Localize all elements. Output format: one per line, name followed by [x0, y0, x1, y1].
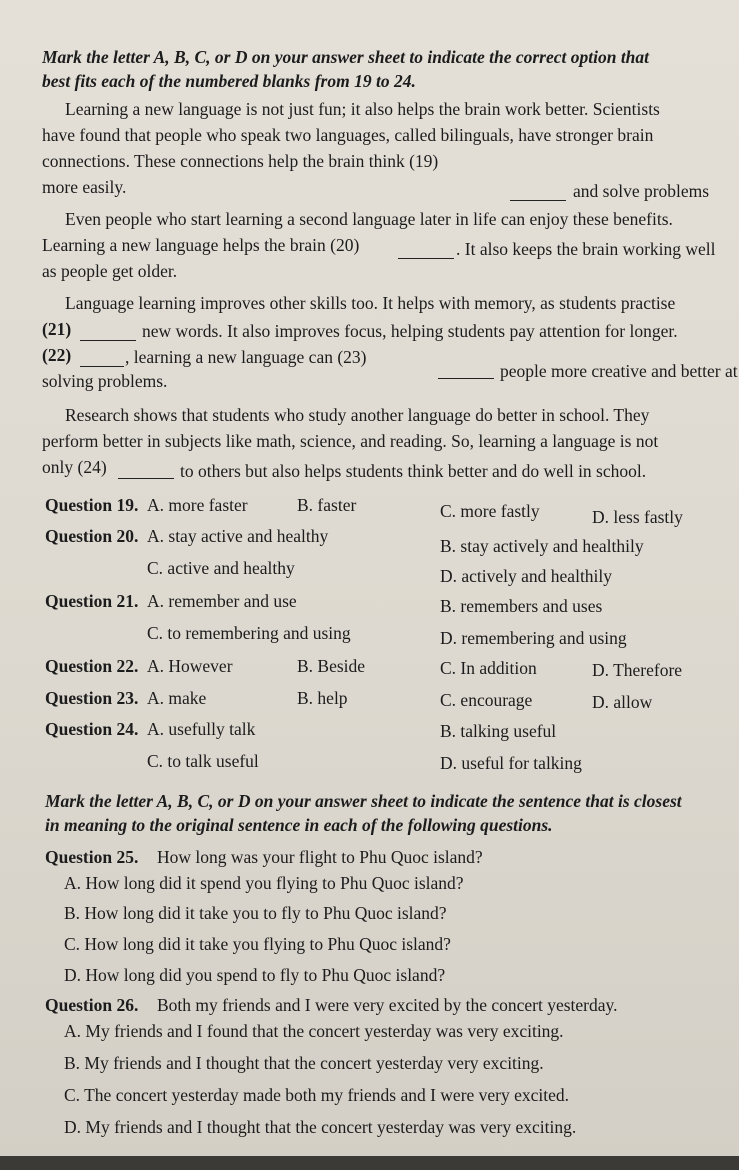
option-d[interactable]: D. actively and healthily: [440, 566, 613, 586]
option-a[interactable]: A. make: [147, 688, 207, 708]
option-a[interactable]: A. However: [147, 656, 233, 676]
blank-23: [438, 364, 494, 379]
passage-line: Even people who start learning a second language later in life can enjoy these benefits.: [65, 209, 673, 229]
option-a[interactable]: A. usefully talk: [147, 719, 256, 739]
option-d[interactable]: D. useful for talking: [440, 753, 582, 773]
passage-line: connections. These connections help the brain think (19): [42, 151, 439, 171]
option-c[interactable]: C. In addition: [440, 658, 537, 678]
blank-21: [80, 326, 136, 341]
question-label: Question 19.: [45, 495, 139, 515]
passage-num: (22): [42, 345, 72, 365]
option-d[interactable]: D. remembering and using: [440, 628, 627, 648]
question-stem: How long was your flight to Phu Quoc island?: [157, 847, 483, 867]
passage-line: have found that people who speak two languages, called bilinguals, have stronger brain: [42, 125, 654, 145]
option-b[interactable]: B. talking useful: [440, 721, 557, 741]
option-a[interactable]: A. more faster: [147, 495, 248, 515]
passage-line: and solve problems: [573, 181, 710, 201]
option-b[interactable]: B. help: [297, 688, 348, 708]
option-c[interactable]: C. The concert yesterday made both my friends and I were very excited.: [64, 1085, 570, 1105]
question-label: Question 21.: [45, 591, 139, 611]
blank-24: [118, 464, 174, 479]
passage-line: Research shows that students who study another language do better in school. They: [65, 405, 650, 425]
question-stem: Both my friends and I were very excited by the concert yesterday.: [157, 995, 618, 1015]
option-b[interactable]: B. Beside: [297, 656, 366, 676]
option-b[interactable]: B. stay actively and healthily: [440, 536, 644, 556]
option-a[interactable]: A. My friends and I found that the concert yesterday was very exciting.: [64, 1021, 564, 1041]
option-d[interactable]: D. less fastly: [592, 507, 683, 527]
passage-line: solving problems.: [42, 371, 168, 391]
cloze-instruction-line2: best fits each of the numbered blanks from 19 to 24.: [42, 71, 416, 91]
option-c[interactable]: C. to remembering and using: [147, 623, 351, 643]
option-a[interactable]: A. stay active and healthy: [147, 526, 329, 546]
question-label: Question 25.: [45, 847, 139, 867]
passage-line: , learning a new language can (23): [125, 347, 367, 367]
passage-line: Learning a new language is not just fun; it also helps the brain work better. Scientists: [65, 99, 660, 119]
option-d[interactable]: D. allow: [592, 692, 653, 712]
closest-instruction-line1: Mark the letter A, B, C, or D on your answer sheet to indicate the sentence that is closest: [45, 791, 682, 811]
passage-line: Language learning improves other skills too. It helps with memory, as students practise: [65, 293, 676, 313]
option-d[interactable]: D. Therefore: [592, 660, 683, 680]
blank-22: [80, 352, 124, 367]
option-b[interactable]: B. faster: [297, 495, 357, 515]
closest-instruction-line2: in meaning to the original sentence in each of the following questions.: [45, 815, 553, 835]
option-d[interactable]: D. My friends and I thought that the concert yesterday was very exciting.: [64, 1117, 577, 1137]
passage-line: new words. It also improves focus, helping students pay attention for longer.: [142, 321, 678, 341]
question-label: Question 23.: [45, 688, 139, 708]
option-a[interactable]: A. remember and use: [147, 591, 297, 611]
question-label: Question 26.: [45, 995, 139, 1015]
option-d[interactable]: D. How long did you spend to fly to Phu Quoc island?: [64, 965, 446, 985]
option-b[interactable]: B. remembers and uses: [440, 596, 603, 616]
passage-num: (21): [42, 319, 72, 339]
blank-20: [398, 244, 454, 259]
question-label: Question 24.: [45, 719, 139, 739]
page-edge: [0, 1156, 739, 1170]
question-label: Question 20.: [45, 526, 139, 546]
option-c[interactable]: C. to talk useful: [147, 751, 259, 771]
option-b[interactable]: B. My friends and I thought that the concert yesterday very exciting.: [64, 1053, 544, 1073]
passage-line: more easily.: [42, 177, 127, 197]
blank-19: [510, 186, 566, 201]
passage-line: to others but also helps students think better and do well in school.: [180, 461, 647, 481]
passage-line: people more creative and better at: [500, 361, 738, 381]
option-c[interactable]: C. How long did it take you flying to Phu Quoc island?: [64, 934, 451, 954]
passage-line: as people get older.: [42, 261, 178, 281]
option-c[interactable]: C. encourage: [440, 690, 533, 710]
option-c[interactable]: C. active and healthy: [147, 558, 295, 578]
option-b[interactable]: B. How long did it take you to fly to Phu Quoc island?: [64, 903, 447, 923]
passage-line: only (24): [42, 457, 107, 477]
cloze-instruction-line1: Mark the letter A, B, C, or D on your answer sheet to indicate the correct option that: [42, 47, 650, 67]
passage-line: Learning a new language helps the brain (20): [42, 235, 360, 255]
passage-line: perform better in subjects like math, science, and reading. So, learning a language is not: [42, 431, 659, 451]
passage-line: . It also keeps the brain working well: [456, 239, 716, 259]
option-a[interactable]: A. How long did it spend you flying to Phu Quoc island?: [64, 873, 464, 893]
question-label: Question 22.: [45, 656, 139, 676]
option-c[interactable]: C. more fastly: [440, 501, 540, 521]
